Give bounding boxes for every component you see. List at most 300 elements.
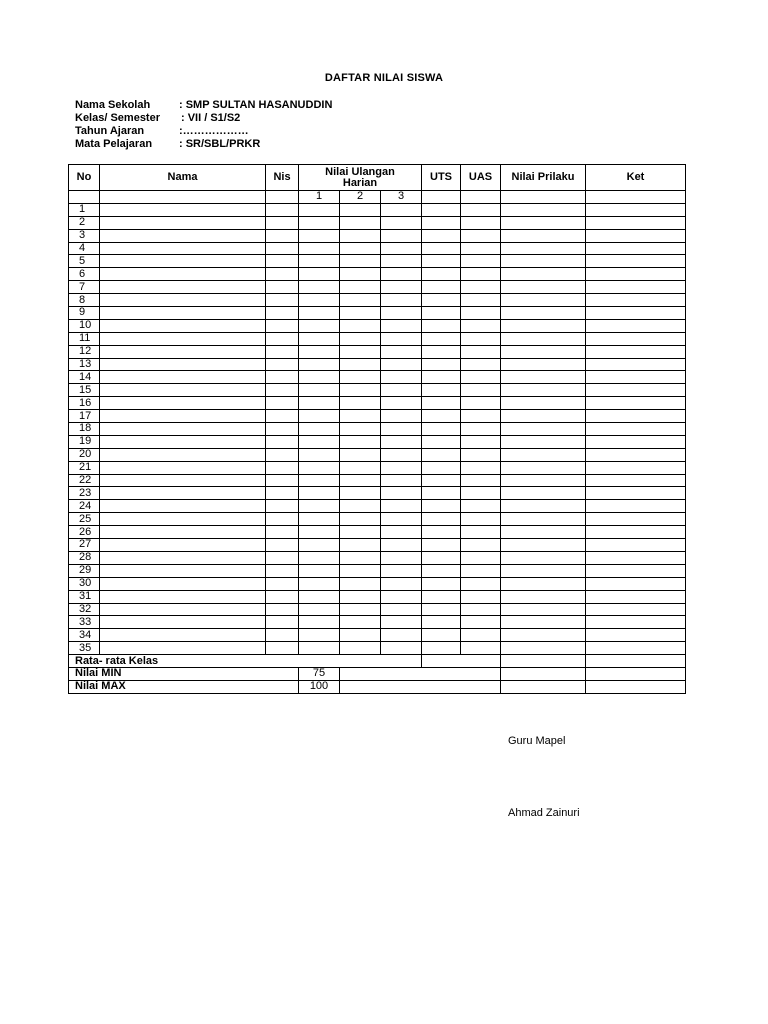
student-row: [69, 294, 686, 307]
empty-cell: [100, 397, 266, 410]
empty-cell: [586, 307, 686, 320]
empty-cell: [266, 474, 299, 487]
row-number: 12: [69, 345, 100, 358]
empty-cell: [461, 203, 501, 216]
empty-cell: [501, 590, 586, 603]
empty-cell: [422, 384, 461, 397]
empty-cell: [100, 307, 266, 320]
empty-cell: [299, 474, 340, 487]
summary-row-average: [69, 655, 686, 668]
empty-cell: [422, 358, 461, 371]
empty-cell: [299, 539, 340, 552]
empty-cell: [422, 616, 461, 629]
empty-cell: [422, 229, 461, 242]
empty-cell: [586, 655, 686, 668]
empty-cell: [299, 500, 340, 513]
empty-cell: [299, 435, 340, 448]
empty-cell: [299, 345, 340, 358]
empty-cell: [586, 216, 686, 229]
row-number: 33: [69, 616, 100, 629]
empty-cell: [586, 590, 686, 603]
empty-cell: [381, 629, 422, 642]
empty-cell: [266, 397, 299, 410]
empty-cell: [266, 629, 299, 642]
empty-cell: [299, 616, 340, 629]
empty-cell: [381, 281, 422, 294]
empty-cell: [586, 577, 686, 590]
empty-cell: [422, 410, 461, 423]
empty-cell: [501, 474, 586, 487]
empty-cell: [501, 526, 586, 539]
empty-cell: [100, 281, 266, 294]
empty-cell: [100, 203, 266, 216]
empty-cell: [422, 526, 461, 539]
empty-cell: [266, 319, 299, 332]
empty-cell: [461, 590, 501, 603]
empty-cell: [422, 294, 461, 307]
empty-cell: [586, 423, 686, 436]
student-row: [69, 603, 686, 616]
empty-cell: [299, 461, 340, 474]
empty-cell: [422, 216, 461, 229]
empty-cell: [266, 616, 299, 629]
empty-cell: [422, 191, 461, 204]
empty-cell: [461, 281, 501, 294]
empty-cell: [299, 358, 340, 371]
empty-cell: [381, 474, 422, 487]
empty-cell: [381, 229, 422, 242]
empty-cell: [100, 294, 266, 307]
empty-cell: [340, 435, 381, 448]
empty-cell: [422, 487, 461, 500]
empty-cell: [299, 384, 340, 397]
empty-cell: [461, 345, 501, 358]
empty-cell: [100, 577, 266, 590]
empty-cell: [422, 345, 461, 358]
empty-cell: [501, 216, 586, 229]
empty-cell: [381, 268, 422, 281]
empty-cell: [299, 203, 340, 216]
student-row: [69, 616, 686, 629]
info-label: Mata Pelajaran: [75, 138, 153, 150]
empty-cell: [100, 410, 266, 423]
empty-cell: [461, 216, 501, 229]
empty-cell: [266, 526, 299, 539]
empty-cell: [340, 603, 381, 616]
empty-cell: [299, 319, 340, 332]
summary-value: 100: [299, 680, 340, 693]
empty-cell: [381, 564, 422, 577]
empty-cell: [501, 332, 586, 345]
row-number: 24: [69, 500, 100, 513]
student-row: [69, 268, 686, 281]
empty-cell: [381, 539, 422, 552]
student-row: [69, 203, 686, 216]
empty-cell: [340, 332, 381, 345]
empty-cell: [586, 629, 686, 642]
empty-cell: [501, 384, 586, 397]
empty-cell: [299, 577, 340, 590]
empty-cell: [340, 577, 381, 590]
empty-cell: [299, 281, 340, 294]
empty-cell: [340, 551, 381, 564]
empty-cell: [586, 268, 686, 281]
empty-cell: [586, 616, 686, 629]
empty-cell: [422, 629, 461, 642]
header-nilai-prilaku: Nilai Prilaku: [501, 165, 586, 191]
empty-cell: [461, 332, 501, 345]
empty-cell: [501, 680, 586, 693]
row-number: 1: [69, 203, 100, 216]
empty-cell: [299, 551, 340, 564]
empty-cell: [266, 448, 299, 461]
signature-role: Guru Mapel: [508, 735, 566, 747]
empty-cell: [381, 319, 422, 332]
empty-cell: [340, 642, 381, 655]
empty-cell: [381, 616, 422, 629]
empty-cell: [100, 216, 266, 229]
empty-cell: [340, 590, 381, 603]
student-row: [69, 435, 686, 448]
empty-cell: [501, 629, 586, 642]
empty-cell: [299, 513, 340, 526]
student-row: [69, 384, 686, 397]
empty-cell: [422, 423, 461, 436]
info-label: Nama Sekolah: [75, 99, 151, 111]
empty-cell: [266, 603, 299, 616]
empty-cell: [586, 410, 686, 423]
empty-cell: [501, 358, 586, 371]
student-row: [69, 487, 686, 500]
empty-cell: [501, 539, 586, 552]
empty-cell: [340, 474, 381, 487]
empty-cell: [266, 513, 299, 526]
empty-cell: [501, 461, 586, 474]
empty-cell: [340, 500, 381, 513]
header-nama: Nama: [100, 165, 266, 191]
subheader-1: 1: [299, 191, 340, 204]
empty-cell: [422, 590, 461, 603]
empty-cell: [501, 448, 586, 461]
empty-cell: [422, 371, 461, 384]
empty-cell: [340, 358, 381, 371]
row-number: 7: [69, 281, 100, 294]
empty-cell: [501, 577, 586, 590]
empty-cell: [381, 397, 422, 410]
empty-cell: [501, 281, 586, 294]
empty-cell: [381, 435, 422, 448]
student-row: [69, 551, 686, 564]
empty-cell: [340, 307, 381, 320]
header-uas: UAS: [461, 165, 501, 191]
row-number: 20: [69, 448, 100, 461]
subheader-2: 2: [340, 191, 381, 204]
empty-cell: [501, 603, 586, 616]
empty-cell: [501, 655, 586, 668]
empty-cell: [266, 268, 299, 281]
empty-cell: [461, 642, 501, 655]
empty-cell: [340, 281, 381, 294]
empty-cell: [340, 423, 381, 436]
row-number: 31: [69, 590, 100, 603]
student-row: [69, 332, 686, 345]
empty-cell: [340, 616, 381, 629]
row-number: 4: [69, 242, 100, 255]
empty-cell: [381, 487, 422, 500]
empty-cell: [586, 539, 686, 552]
empty-cell: [100, 642, 266, 655]
empty-cell: [422, 435, 461, 448]
empty-cell: [501, 307, 586, 320]
info-value: :………………: [179, 125, 249, 137]
empty-cell: [586, 474, 686, 487]
empty-cell: [586, 255, 686, 268]
empty-cell: [266, 229, 299, 242]
empty-cell: [299, 397, 340, 410]
empty-cell: [266, 255, 299, 268]
empty-cell: [100, 513, 266, 526]
empty-cell: [586, 667, 686, 680]
empty-cell: [461, 577, 501, 590]
empty-cell: [381, 551, 422, 564]
empty-cell: [381, 255, 422, 268]
row-number: 25: [69, 513, 100, 526]
empty-cell: [100, 255, 266, 268]
empty-cell: [501, 423, 586, 436]
empty-cell: [422, 551, 461, 564]
empty-cell: [266, 345, 299, 358]
empty-cell: [100, 435, 266, 448]
header-nilai-ulangan: Nilai Ulangan Harian: [299, 165, 422, 191]
empty-cell: [340, 629, 381, 642]
row-number: 22: [69, 474, 100, 487]
empty-cell: [422, 448, 461, 461]
empty-cell: [586, 435, 686, 448]
empty-cell: [461, 268, 501, 281]
empty-cell: [100, 526, 266, 539]
empty-cell: [381, 590, 422, 603]
empty-cell: [299, 294, 340, 307]
row-number: 13: [69, 358, 100, 371]
student-row: [69, 319, 686, 332]
student-row: [69, 216, 686, 229]
empty-cell: [266, 294, 299, 307]
empty-cell: [381, 371, 422, 384]
row-number: 34: [69, 629, 100, 642]
empty-cell: [586, 294, 686, 307]
empty-cell: [100, 229, 266, 242]
row-number: 17: [69, 410, 100, 423]
info-label: Kelas/ Semester: [75, 112, 160, 124]
row-number: 8: [69, 294, 100, 307]
empty-cell: [299, 642, 340, 655]
empty-cell: [501, 229, 586, 242]
student-row: [69, 423, 686, 436]
empty-cell: [381, 384, 422, 397]
empty-cell: [381, 410, 422, 423]
empty-cell: [461, 255, 501, 268]
empty-cell: [266, 461, 299, 474]
empty-cell: [100, 487, 266, 500]
info-label: Tahun Ajaran: [75, 125, 145, 137]
student-row: [69, 590, 686, 603]
empty-cell: [586, 603, 686, 616]
empty-cell: [422, 642, 461, 655]
student-row: [69, 474, 686, 487]
row-number: 10: [69, 319, 100, 332]
empty-cell: [586, 384, 686, 397]
empty-cell: [381, 603, 422, 616]
empty-cell: [461, 629, 501, 642]
info-value: : VII / S1/S2: [181, 112, 241, 124]
row-number: 32: [69, 603, 100, 616]
empty-cell: [340, 345, 381, 358]
empty-cell: [381, 345, 422, 358]
empty-cell: [461, 294, 501, 307]
empty-cell: [266, 577, 299, 590]
row-number: 21: [69, 461, 100, 474]
empty-cell: [100, 461, 266, 474]
empty-cell: [100, 500, 266, 513]
empty-cell: [299, 487, 340, 500]
header-nis: Nis: [266, 165, 299, 191]
empty-cell: [586, 461, 686, 474]
empty-cell: [299, 590, 340, 603]
empty-cell: [381, 242, 422, 255]
row-number: 3: [69, 229, 100, 242]
empty-cell: [381, 642, 422, 655]
empty-cell: [266, 590, 299, 603]
empty-cell: [100, 423, 266, 436]
info-value: : SMP SULTAN HASANUDDIN: [179, 99, 333, 111]
student-row: [69, 513, 686, 526]
grade-table: [68, 164, 686, 694]
empty-cell: [422, 474, 461, 487]
empty-cell: [340, 229, 381, 242]
info-row-class: [75, 112, 332, 125]
empty-cell: [381, 216, 422, 229]
empty-cell: [422, 513, 461, 526]
student-row: [69, 577, 686, 590]
empty-cell: [461, 319, 501, 332]
empty-cell: [100, 242, 266, 255]
header-no: No: [69, 165, 100, 191]
empty-cell: [100, 629, 266, 642]
empty-cell: [340, 268, 381, 281]
empty-cell: [461, 435, 501, 448]
empty-cell: [266, 642, 299, 655]
student-row: [69, 371, 686, 384]
summary-row-max: [69, 680, 686, 693]
empty-cell: [266, 551, 299, 564]
empty-cell: [100, 603, 266, 616]
empty-cell: [100, 268, 266, 281]
empty-cell: [100, 551, 266, 564]
empty-cell: [100, 319, 266, 332]
empty-cell: [501, 551, 586, 564]
empty-cell: [100, 590, 266, 603]
empty-cell: [422, 500, 461, 513]
empty-cell: [586, 551, 686, 564]
empty-cell: [501, 242, 586, 255]
empty-cell: [340, 526, 381, 539]
empty-cell: [340, 255, 381, 268]
empty-cell: [299, 423, 340, 436]
empty-cell: [266, 358, 299, 371]
student-row: [69, 242, 686, 255]
empty-cell: [501, 191, 586, 204]
row-number: 15: [69, 384, 100, 397]
empty-cell: [501, 255, 586, 268]
empty-cell: [266, 384, 299, 397]
empty-cell: [299, 526, 340, 539]
empty-cell: [461, 526, 501, 539]
empty-cell: [340, 319, 381, 332]
empty-cell: [299, 268, 340, 281]
empty-cell: [340, 680, 501, 693]
row-number: 11: [69, 332, 100, 345]
empty-cell: [381, 448, 422, 461]
student-row: [69, 500, 686, 513]
empty-cell: [340, 203, 381, 216]
empty-cell: [299, 629, 340, 642]
empty-cell: [586, 242, 686, 255]
empty-cell: [299, 564, 340, 577]
student-row: [69, 461, 686, 474]
summary-row-min: [69, 667, 686, 680]
empty-cell: [501, 268, 586, 281]
empty-cell: [461, 423, 501, 436]
row-number: 27: [69, 539, 100, 552]
empty-cell: [586, 680, 686, 693]
row-number: 30: [69, 577, 100, 590]
empty-cell: [381, 500, 422, 513]
info-block: [75, 99, 332, 151]
empty-cell: [461, 229, 501, 242]
empty-cell: [501, 410, 586, 423]
info-row-year: [75, 125, 332, 138]
empty-cell: [586, 448, 686, 461]
empty-cell: [461, 603, 501, 616]
empty-cell: [266, 423, 299, 436]
empty-cell: [299, 332, 340, 345]
row-number: 29: [69, 564, 100, 577]
empty-cell: [461, 307, 501, 320]
row-number: 2: [69, 216, 100, 229]
subheader-row: [69, 191, 686, 204]
empty-cell: [266, 216, 299, 229]
student-row: [69, 345, 686, 358]
empty-cell: [422, 307, 461, 320]
info-row-school: [75, 99, 332, 112]
empty-cell: [340, 539, 381, 552]
empty-cell: [340, 371, 381, 384]
empty-cell: [586, 345, 686, 358]
empty-cell: [340, 513, 381, 526]
empty-cell: [461, 474, 501, 487]
student-row: [69, 397, 686, 410]
student-row: [69, 526, 686, 539]
empty-cell: [501, 667, 586, 680]
subheader-3: 3: [381, 191, 422, 204]
summary-label: Nilai MIN: [69, 667, 299, 680]
document-title: DAFTAR NILAI SISWA: [324, 72, 444, 84]
empty-cell: [100, 191, 266, 204]
empty-cell: [340, 461, 381, 474]
row-number: 5: [69, 255, 100, 268]
student-row: [69, 539, 686, 552]
summary-label: Nilai MAX: [69, 680, 299, 693]
